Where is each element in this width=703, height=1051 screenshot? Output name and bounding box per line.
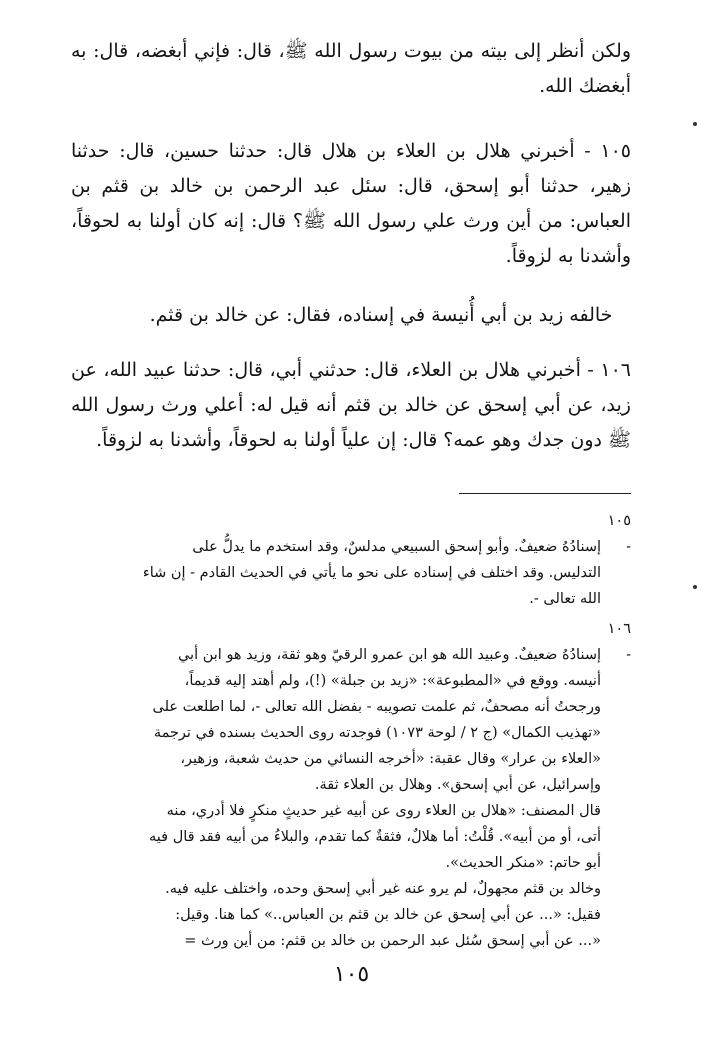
footnote-divider xyxy=(459,493,631,494)
hadith-105-paragraph: ١٠٥ - أخبرني هلال بن العلاء بن هلال قال: حدثنا حسين، قال: حدثنا زهير، حدثنا أبو إسحق، قال: سئل عبد الرحمن بن خالد بن قثم بن العباس: من أين ورث علي رسول الله ﷺ؟ قال: إنه كان أولنا به لحوقاً، وأشدنا به لزوقاً. xyxy=(71,140,631,267)
hadith-106-paragraph: ١٠٦ - أخبرني هلال بن العلاء، قال: حدثني أبي، قال: حدثنا عبيد الله، عن زيد، عن أبي إسحق عن خالد بن قثم أنه قيل له: أعلي ورث رسول الله ﷺ دون جدك وهو عمه؟ قال: إن علياً أولنا به لحوقاً، وأشدنا به لزوقاً. xyxy=(71,359,631,451)
footnote-line: أتى، أو من أبيه». قُلْتُ: أما هلالٌ، فثقةٌ كما تقدم، والبلاءُ من أبيه فقد قال فيه xyxy=(149,829,601,845)
footnote-line: أبو حاتم: «منكر الحديث». xyxy=(445,855,601,871)
footnote-line: أنيسه. ووقع في «المطبوعة»: «زيد بن جبلة» (!)، ولم أهتد إليه قديماً، xyxy=(184,673,601,689)
footnote-line: فقيل: «... عن أبي إسحق عن خالد بن قثم بن العباس..» كما هنا. وقيل: xyxy=(175,907,601,923)
footnote-line: إسنادُهُ ضعيفٌ. وأبو إسحق السبيعي مدلسٌ، وقد استخدم ما يدلُّ على xyxy=(192,539,601,555)
footnote-line: «... عن أبي إسحق سُئل عبد الرحمن بن خالد بن قثم: من أين ورث = xyxy=(184,933,601,949)
footnote-line: إسنادُهُ ضعيفٌ. وعبيد الله هو ابن عمرو الرقيّ وهو ثقة، وزيد هو ابن أبي xyxy=(177,647,601,663)
footnote-number: ١٠٥ - xyxy=(607,513,631,555)
isnad-variant-note: خالفه زيد بن أبي أُنيسة في إسناده، فقال: عن خالد بن قثم. xyxy=(149,304,613,326)
footnote-line: «العلاء بن عرار» وقال عقبة: «أخرجه النسائي من حديث شعبة، وزهير، xyxy=(180,751,601,767)
footnotes-section xyxy=(71,508,631,958)
footnote-line: وإسرائيل، عن أبي إسحق». وهلال بن العلاء ثقة. xyxy=(314,777,601,793)
footnote-line: ورجحتُ أنه مصحفٌ، ثم علمت تصويبه - بفضل الله تعالى -، لما اطلعت على xyxy=(152,699,601,715)
margin-speck xyxy=(693,122,697,126)
footnote-106 xyxy=(71,616,631,954)
footnote-number: ١٠٦ - xyxy=(607,621,631,663)
footnote-line: الله تعالى -. xyxy=(529,591,601,607)
footnote-line: «تهذيب الكمال» (ج ٢ / لوحة ١٠٧٣) فوجدته روى الحديث بسنده في ترجمة xyxy=(153,725,601,741)
paragraph-continuation: ولكن أنظر إلى بيته من بيوت رسول الله ﷺ، قال: فإني أبغضه، قال: به أبغضك الله. xyxy=(71,40,631,97)
page-number: ١٠٥ xyxy=(333,962,370,987)
main-text xyxy=(71,34,631,458)
footnote-line: وخالد بن قثم مجهولٌ، لم يرو عنه غير أبي إسحق وحده، واختلف عليه فيه. xyxy=(165,881,601,897)
footnote-line: التدليس. وقد اختلف في إسناده على نحو ما يأتي في الحديث القادم - إن شاء xyxy=(142,565,601,581)
footnote-105 xyxy=(71,508,631,612)
margin-speck xyxy=(693,585,697,589)
footnote-line: قال المصنف: «هلال بن العلاء روى عن أبيه غير حديثٍ منكرٍ فلا أدري، منه xyxy=(166,803,601,819)
